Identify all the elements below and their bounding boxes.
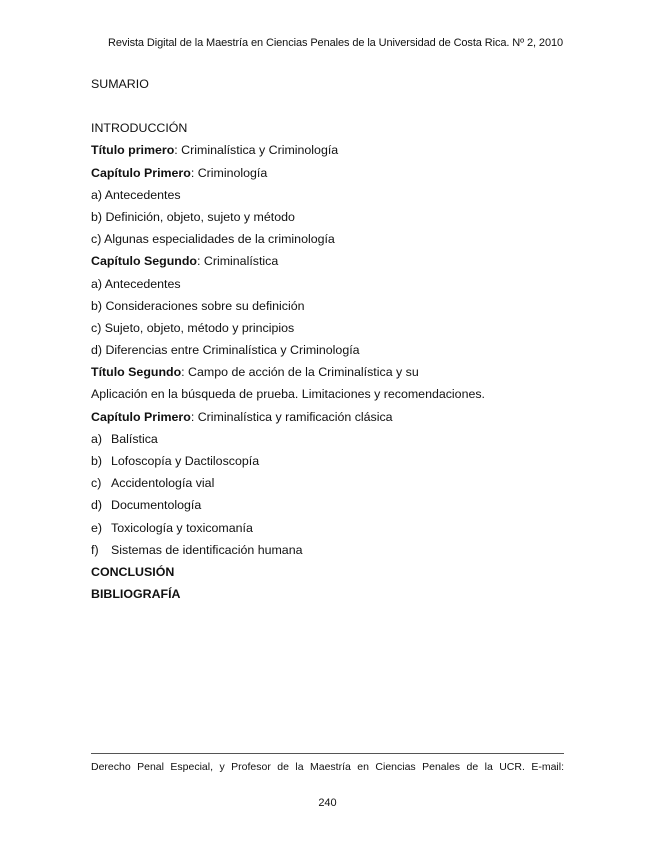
titulo-segundo-continuation: Aplicación en la búsqueda de prueba. Limitaciones y recomendaciones. [91,387,485,402]
footnote-divider [91,753,564,754]
item-text: Balística [111,431,158,446]
toc-introduccion: INTRODUCCIÓN [91,121,188,136]
list-item: a) Antecedentes [91,276,181,291]
capitulo-primero-label: Capítulo Primero [91,165,191,180]
list-item [91,450,571,472]
capitulo-segundo-text: : Criminalística [197,254,279,269]
list-item: a) Antecedentes [91,187,181,202]
list-item [91,428,571,450]
item-label: b) [91,454,103,468]
footnote-text: Derecho Penal Especial, y Profesor de la Maestría en Ciencias Penales de la UCR. E-mail: [91,761,564,773]
item-label: d) [91,498,103,513]
list-item [91,539,571,561]
toc-bibliografia: BIBLIOGRAFÍA [91,587,181,602]
toc-capitulo-primero [91,162,571,184]
toc-capitulo-primero-2 [91,406,571,428]
item-label: e) [91,520,103,535]
list-item: b) Consideraciones sobre su definición [91,298,305,313]
table-of-contents [91,73,571,605]
list-item [91,472,571,494]
spacer [91,95,571,117]
capitulo-primero-2-text: : Criminalística y ramificación clásica [190,409,393,424]
titulo-primero-text: : Criminalística y Criminología [174,143,339,158]
capitulo-segundo-label: Capítulo Segundo [91,254,197,269]
capitulo-primero-2-label: Capítulo Primero [91,409,191,424]
toc-titulo-segundo [91,361,571,383]
list-item: b) Definición, objeto, sujeto y método [91,209,295,224]
list-item: c) Algunas especialidades de la criminología [91,232,335,247]
titulo-segundo-text: : Campo de acción de la Criminalística y su [181,365,419,380]
list-item [91,494,571,516]
titulo-segundo-label: Título Segundo [91,365,182,380]
capitulo-primero-text: : Criminología [190,165,268,180]
item-text: Toxicología y toxicomanía [111,520,253,535]
running-header: Revista Digital de la Maestría en Ciencias Penales de la Universidad de Costa Rica. Nº 2, 2010 [107,37,563,49]
item-text: Accidentología vial [111,476,215,491]
item-label: a) [91,431,103,446]
item-text: Lofoscopía y Dactiloscopía [111,454,260,468]
list-item: c) Sujeto, objeto, método y principios [91,320,295,335]
item-text: Sistemas de identificación humana [111,542,303,557]
toc-titulo-primero [91,139,571,161]
toc-capitulo-segundo [91,250,571,272]
item-text: Documentología [111,498,202,513]
item-label: c) [91,476,102,491]
sumario-heading: SUMARIO [91,77,149,91]
page-number: 240 [318,797,337,809]
list-item [91,517,571,539]
item-label: f) [91,542,99,557]
toc-conclusion: CONCLUSIÓN [91,564,175,579]
list-item: d) Diferencias entre Criminalística y Criminología [91,343,360,358]
titulo-primero-label: Título primero [91,143,175,158]
